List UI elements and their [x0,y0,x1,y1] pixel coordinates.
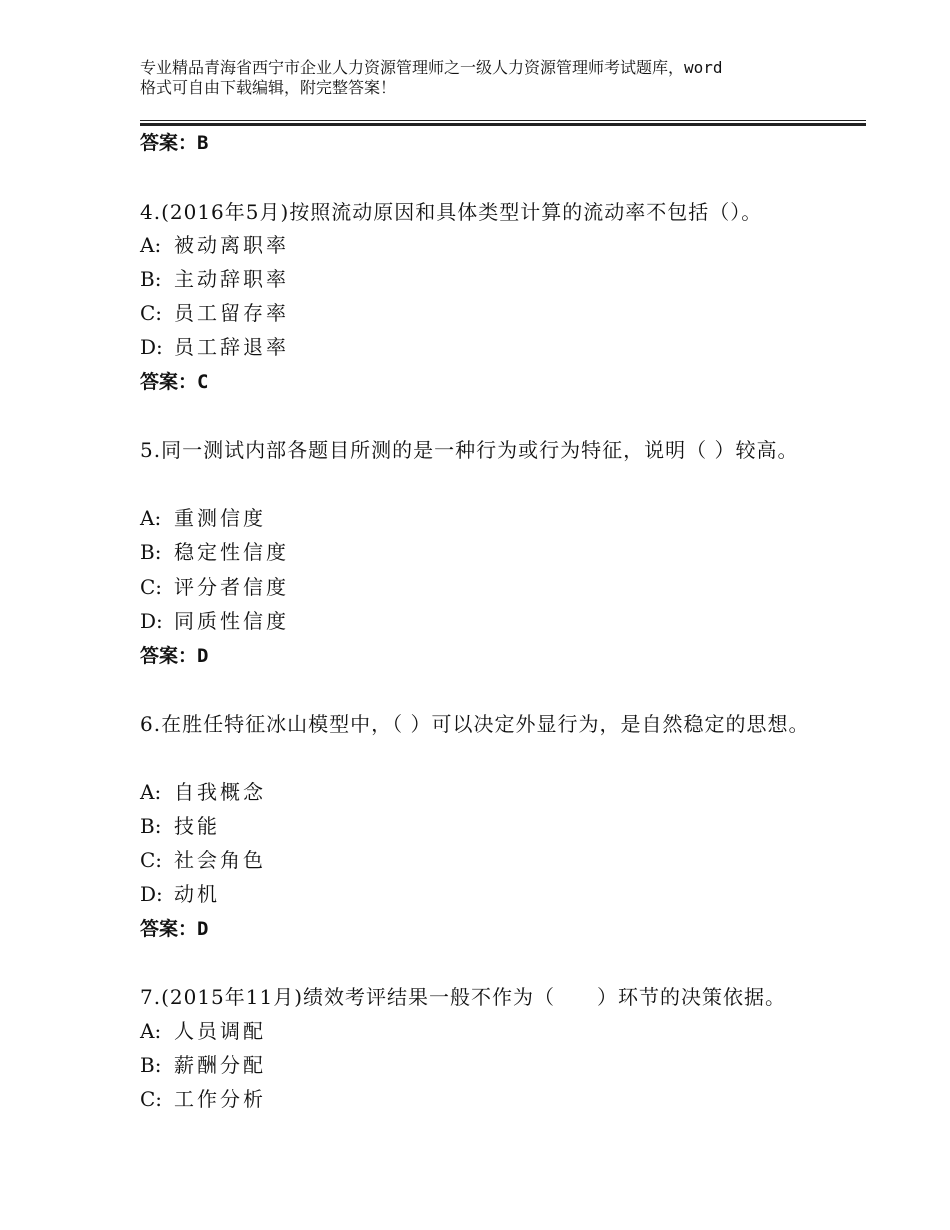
option-letter: B: [140,814,162,838]
question-5-option-d [140,609,289,633]
header-line-1: 专业精品青海省西宁市企业人力资源管理师之一级人力资源管理师考试题库，word [140,58,723,77]
option-letter: B: [140,1053,162,1077]
question-5-text: 5.同一测试内部各题目所测的是一种行为或行为特征，说明（ ）较高。 [140,438,799,462]
option-text: 员工辞退率 [174,335,289,359]
question-6-text: 6.在胜任特征冰山模型中，（ ）可以决定外显行为，是自然稳定的思想。 [140,712,810,736]
option-text: 社会角色 [174,848,266,872]
header-divider-thick [140,123,866,126]
question-7-option-b [140,1053,266,1077]
option-text: 自我概念 [174,780,266,804]
question-4-option-b [140,267,289,291]
question-5-option-c [140,575,289,599]
question-4-text: 4.(2016年5月)按照流动原因和具体类型计算的流动率不包括（）。 [140,200,763,224]
option-letter: C: [140,301,163,325]
option-text: 动机 [174,882,220,906]
question-6-option-c [140,848,266,872]
document-header [140,58,840,98]
option-letter: A: [140,1019,162,1043]
question-4-option-c [140,301,289,325]
question-7-text: 7.(2015年11月)绩效考评结果一般不作为（ ）环节的决策依据。 [140,985,787,1009]
option-letter: B: [140,267,162,291]
question-5-option-b [140,540,289,564]
question-6-option-a [140,780,266,804]
option-letter: C: [140,575,163,599]
option-text: 稳定性信度 [174,540,289,564]
option-letter: C: [140,1087,163,1111]
option-text: 重测信度 [174,506,266,530]
option-letter: A: [140,506,162,530]
option-text: 人员调配 [174,1019,266,1043]
option-text: 工作分析 [174,1087,266,1111]
option-text: 员工留存率 [174,301,289,325]
header-divider-thin [140,120,866,121]
question-7-option-a [140,1019,266,1043]
option-letter: D: [140,335,163,359]
option-letter: B: [140,540,162,564]
option-letter: C: [140,848,163,872]
question-4-option-d [140,335,289,359]
question-5-option-a [140,506,266,530]
question-4-option-a [140,233,289,257]
question-6-option-d [140,882,220,906]
question-4-answer: 答案：C [140,371,209,393]
option-text: 评分者信度 [174,575,289,599]
question-6-answer: 答案：D [140,918,209,940]
option-letter: A: [140,780,162,804]
option-text: 主动辞职率 [174,267,289,291]
option-text: 同质性信度 [174,609,289,633]
question-6-option-b [140,814,220,838]
question-5-answer: 答案：D [140,645,209,667]
header-line-2: 格式可自由下载编辑，附完整答案！ [140,78,397,97]
option-text: 被动离职率 [174,233,289,257]
option-letter: A: [140,233,162,257]
option-letter: D: [140,609,163,633]
option-letter: D: [140,882,163,906]
option-text: 薪酬分配 [174,1053,266,1077]
previous-answer: 答案：B [140,132,209,154]
option-text: 技能 [174,814,220,838]
question-7-option-c [140,1087,266,1111]
